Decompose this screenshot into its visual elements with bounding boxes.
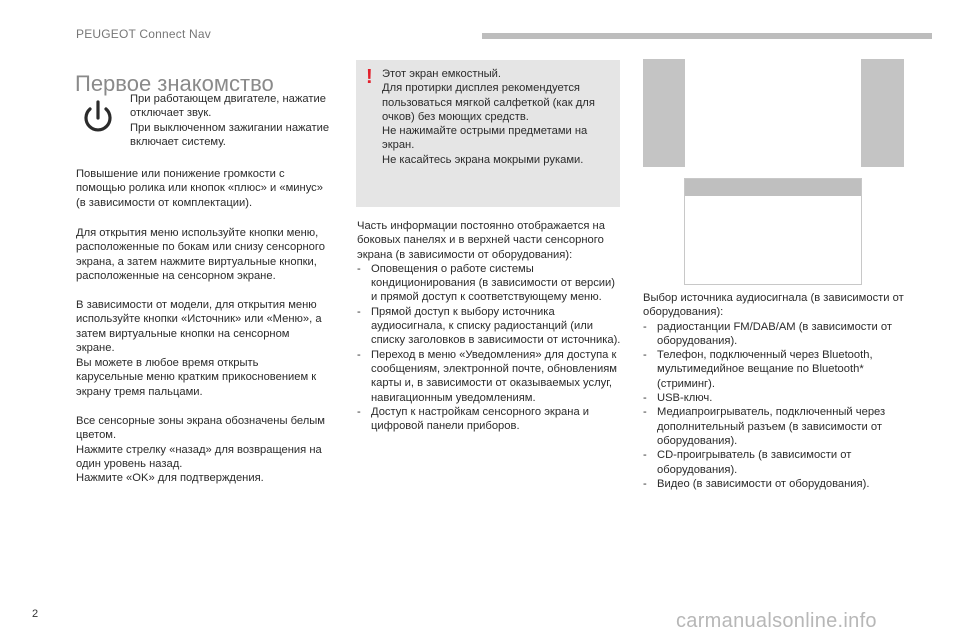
list-item: - Прямой доступ к выбору источника аудиосигнала, к списку радиостанций (или списку заголовков в зависимости от источника).	[357, 305, 623, 348]
page-number: 2	[32, 608, 39, 620]
screen-illustration-center	[685, 59, 861, 167]
watermark: carmanualsonline.info	[676, 610, 877, 632]
header-bar	[482, 33, 932, 39]
screen-illustration-wide	[643, 59, 904, 167]
screen-top-bar	[685, 179, 861, 196]
list-item: - CD-проигрыватель (в зависимости от оборудования).	[643, 448, 907, 477]
warning-line: Для протирки дисплея рекомендуется пользоваться мягкой салфеткой (как для очков) без моющих средств.	[382, 82, 595, 123]
power-text-off: При выключенном зажигании нажатие включает систему.	[130, 121, 330, 148]
info-panels-intro: Часть информации постоянно отображается на боковых панелях и в верхней части сенсорного экрана (в зависимости от оборудования):	[357, 220, 605, 261]
info-panels-section	[357, 219, 623, 433]
touch-zones-paragraph	[76, 414, 328, 485]
back-arrow-line: Нажмите стрелку «назад» для возвращения на один уровень назад.	[76, 443, 322, 470]
list-item: - USB-ключ.	[643, 391, 907, 405]
page-title: Первое знакомство	[75, 70, 274, 96]
audio-source-section	[643, 291, 907, 491]
list-item: - радиостанции FM/DAB/AM (в зависимости от оборудования).	[643, 320, 907, 349]
screen-illustration-top-bar	[684, 178, 862, 285]
warning-line: Не касайтесь экрана мокрыми руками.	[382, 153, 584, 166]
header-brand: PEUGEOT Connect Nav	[76, 27, 211, 41]
power-text-on: При работающем двигателе, нажатие отключает звук.	[130, 93, 326, 120]
list-item: - Видео (в зависимости от оборудования).	[643, 477, 907, 491]
list-item: - Оповещения о работе системы кондиционирования (в зависимости от версии) и прямой доступ к соответствующему меню.	[357, 262, 623, 305]
menu-paragraph: Для открытия меню используйте кнопки меню, расположенные по бокам или снизу сенсорного экрана, а затем нажмите виртуальные кнопки, расположенные на сенсорном экране.	[76, 227, 325, 282]
list-item: - Переход в меню «Уведомления» для доступа к сообщениям, электронной почте, обновлениям карты и, в зависимости от оказываемых услуг, навигационным уведомлениям.	[357, 348, 623, 405]
touch-zones-line: Все сенсорные зоны экрана обозначены белым цветом.	[76, 415, 325, 442]
list-item: - Медиапроигрыватель, подключенный через дополнительный разъем (в зависимости от оборудования).	[643, 405, 907, 448]
audio-source-intro: Выбор источника аудиосигнала (в зависимости от оборудования):	[643, 292, 904, 319]
power-description	[130, 92, 330, 149]
list-item: - Доступ к настройкам сенсорного экрана и цифровой панели приборов.	[357, 405, 623, 434]
warning-line: Не нажимайте острыми предметами на экран.	[382, 125, 588, 152]
warning-icon: !	[366, 66, 373, 88]
volume-paragraph: Повышение или понижение громкости с помощью ролика или кнопок «плюс» и «минус» (в зависимости от комплектации).	[76, 168, 323, 209]
warning-line: Этот экран емкостный.	[382, 68, 502, 80]
list-item: - Телефон, подключенный через Bluetooth, мультимедийное вещание по Bluetooth* (стриминг).	[643, 348, 907, 391]
power-icon	[80, 98, 116, 138]
carousel-paragraph: Вы можете в любое время открыть карусельные меню кратким прикосновением к экрану тремя пальцами.	[76, 357, 317, 398]
ok-line: Нажмите «OK» для подтверждения.	[76, 472, 264, 485]
model-paragraph: В зависимости от модели, для открытия меню используйте кнопки «Источник» или «Меню», а затем виртуальные кнопки на сенсорном экране.	[76, 299, 322, 354]
warning-text	[382, 67, 616, 167]
